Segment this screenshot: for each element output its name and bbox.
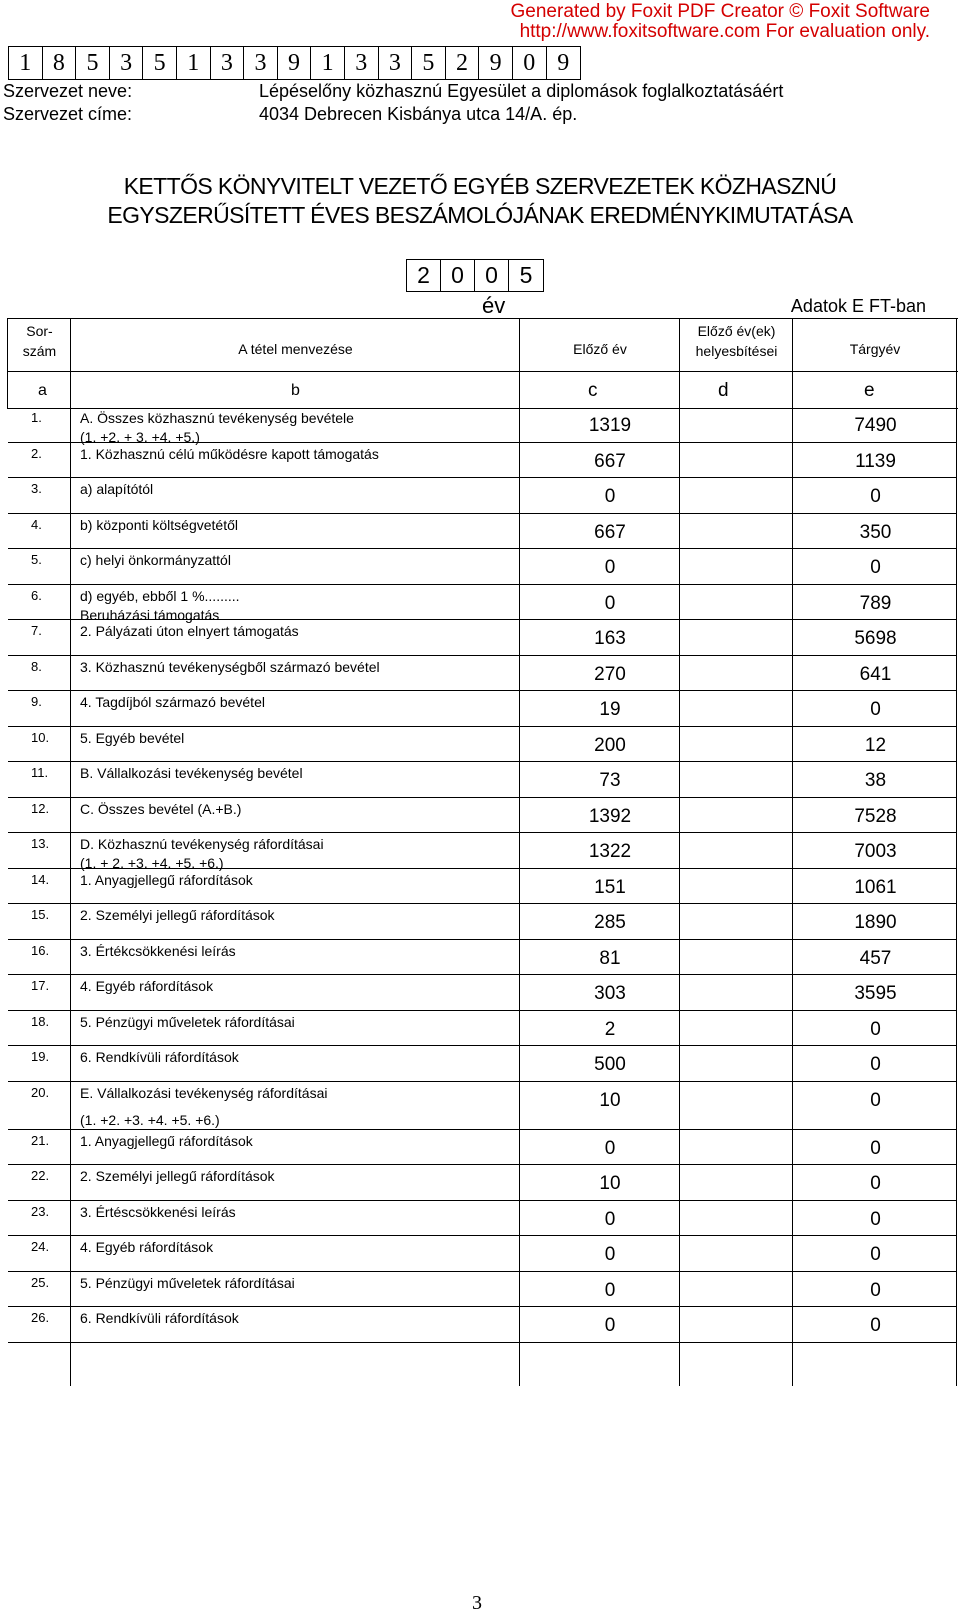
row-label: c) helyi önkormányzattól [80, 552, 231, 568]
row-number: 18. [31, 1013, 50, 1029]
row-number: 19. [31, 1049, 50, 1064]
header-helyesbites-line-2: helyesbítései [695, 343, 778, 359]
header-targyev: Tárgyév [849, 341, 901, 357]
prev-year-value: 1319 [588, 415, 632, 436]
row-label: 4. Egyéb ráfordítások [80, 1239, 214, 1255]
table-row [8, 1082, 957, 1130]
row-number: 14. [31, 871, 50, 887]
year-digit: 0 [441, 260, 475, 291]
tax-digit: 3 [211, 47, 245, 79]
current-year-value: 457 [859, 947, 892, 969]
row-label-continuation: Beruházási támogatás [80, 606, 220, 623]
tax-digit: 8 [43, 47, 77, 79]
row-number: 3. [31, 481, 42, 496]
row-label: 1. Anyagjellegű ráfordítások [80, 871, 253, 888]
table-row [8, 1307, 957, 1343]
table-row [8, 975, 957, 1011]
row-number: 17. [31, 978, 50, 993]
current-year-value: 0 [870, 1018, 881, 1040]
row-label: E. Vállalkozási tevékenység ráfordításai [80, 1084, 328, 1101]
tax-digit: 5 [143, 47, 177, 79]
current-year-value: 789 [859, 592, 892, 614]
tax-number-boxes [8, 46, 581, 80]
prev-year-value: 667 [594, 521, 626, 543]
row-label: 6. Rendkívüli ráfordítások [80, 1310, 239, 1326]
org-address-label: Szervezet címe: [3, 104, 133, 124]
current-year-value: 350 [859, 521, 892, 543]
row-number: 7. [31, 623, 42, 638]
table-row [8, 1272, 957, 1308]
row-label: 1. Anyagjellegű ráfordítások [80, 1132, 253, 1149]
prev-year-value: 0 [604, 486, 616, 507]
current-year-value: 0 [870, 1315, 881, 1336]
column-letter-b: b [291, 382, 300, 399]
year-digit: 2 [407, 260, 441, 291]
row-number: 11. [31, 765, 49, 780]
row-label: 3. Értékcsökkenési leírás [80, 942, 236, 959]
prev-year-value: 2 [604, 1018, 616, 1040]
table-row [8, 585, 957, 621]
row-label-continuation: (1. + 2. +3. +4. +5. +6.) [80, 855, 224, 871]
table-row [8, 656, 957, 692]
prev-year-value: 0 [604, 1279, 616, 1301]
row-number: 10. [31, 729, 50, 745]
row-label: 2. Személyi jellegű ráfordítások [80, 1168, 275, 1184]
current-year-value: 0 [870, 1244, 881, 1265]
current-year-value: 38 [864, 770, 887, 791]
row-label-continuation: (1. +2. +3. +4. +5. +6.) [80, 1111, 220, 1128]
table-row [8, 620, 957, 656]
prev-year-value: 73 [599, 770, 621, 791]
column-divider [519, 318, 520, 1386]
row-number: 25. [31, 1274, 50, 1290]
row-number: 15. [31, 907, 50, 922]
row-number: 8. [31, 658, 42, 674]
tax-digit: 1 [177, 47, 211, 79]
row-number: 24. [31, 1239, 50, 1254]
year-digit: 5 [519, 262, 533, 288]
column-letter-e: e [864, 380, 875, 401]
prev-year-value: 10 [599, 1089, 621, 1111]
row-label: 2. Pályázati úton elnyert támogatás [80, 623, 299, 639]
column-divider [679, 318, 680, 1386]
row-number: 16. [31, 942, 50, 958]
row-label: b) központi költségvetétől [80, 516, 238, 533]
row-number: 4. [31, 516, 42, 532]
row-label: A. Összes közhasznú tevékenység bevétele [80, 410, 354, 426]
table-row [8, 407, 957, 443]
tax-digit: 5 [412, 47, 446, 79]
header-row [8, 319, 958, 372]
prev-year-value: 285 [594, 912, 626, 933]
row-label: 2. Személyi jellegű ráfordítások [80, 907, 275, 923]
table-row [8, 478, 957, 514]
table-row [8, 940, 957, 976]
table-row [8, 833, 957, 869]
report-table-header [7, 318, 958, 409]
table-row [8, 1165, 957, 1201]
header-tetel: A tétel menvezése [238, 341, 353, 357]
tax-digit: 9 [278, 47, 312, 79]
header-helyesbites [680, 323, 793, 359]
row-number: 23. [31, 1203, 50, 1219]
table-row [8, 691, 957, 727]
current-year-value: 1061 [854, 876, 897, 898]
row-label: 4. Egyéb ráfordítások [80, 978, 214, 994]
current-year-value: 7490 [854, 415, 897, 436]
current-year-value: 0 [870, 1208, 881, 1230]
table-row [8, 1236, 957, 1272]
column-letter-d: d [718, 380, 729, 401]
current-year-value: 0 [870, 1054, 881, 1075]
row-label: 3. Közhasznú tevékenységből származó bevétel [80, 658, 380, 675]
org-name-value: Lépéselőny közhasznú Egyesület a diplomások foglalkoztatásáért [259, 81, 784, 101]
org-name-label: Szervezet neve: [3, 81, 133, 101]
column-letter-row [8, 372, 958, 409]
column-letter-c: c [588, 380, 598, 401]
row-number: 6. [31, 587, 42, 603]
row-label: 3. Értéscsökkenési leírás [80, 1203, 236, 1220]
row-number: 20. [31, 1084, 50, 1100]
tax-digit: 1 [311, 47, 345, 79]
prev-year-value: 500 [594, 1054, 626, 1075]
table-row [8, 727, 957, 763]
prev-year-value: 0 [604, 1137, 616, 1159]
current-year-value: 1139 [855, 450, 896, 472]
row-label: 6. Rendkívüli ráfordítások [80, 1049, 239, 1065]
prev-year-value: 151 [594, 876, 626, 898]
row-label: 5. Pénzügyi műveletek ráfordításai [80, 1274, 295, 1291]
tax-digit: 3 [244, 47, 278, 79]
prev-year-value: 0 [604, 557, 616, 578]
current-year-value: 3595 [854, 983, 897, 1004]
table-row [8, 1130, 957, 1166]
table-row [8, 869, 957, 905]
row-number: 21. [31, 1132, 50, 1148]
table-row [8, 762, 957, 798]
header-sorszam-line-2: szám [22, 343, 57, 359]
column-divider [792, 318, 793, 1386]
prev-year-value: 1322 [588, 841, 632, 862]
prev-year-value: 667 [594, 450, 626, 472]
tax-digit: 0 [513, 47, 547, 79]
prev-year-value: 0 [604, 1315, 616, 1336]
watermark-line-2: http://www.foxitsoftware.com For evaluation only. [519, 21, 930, 42]
current-year-value: 0 [870, 699, 881, 720]
current-year-value: 12 [864, 734, 887, 756]
row-label: 1. Közhasznú célú működésre kapott támogatás [80, 445, 379, 462]
table-row [8, 904, 957, 940]
row-number: 9. [31, 694, 42, 709]
column-letter-a: a [38, 382, 47, 399]
table-row [8, 1011, 957, 1047]
row-number: 2. [31, 445, 42, 461]
header-sorszam-line-1: Sor- [26, 323, 53, 339]
row-number: 12. [31, 800, 50, 816]
header-elozo-ev: Előző év [573, 341, 627, 357]
row-number: 13. [31, 836, 50, 851]
prev-year-value: 270 [594, 663, 626, 685]
prev-year-value: 0 [604, 1244, 616, 1265]
watermark-line-1: Generated by Foxit PDF Creator © Foxit Software [510, 1, 930, 22]
year-digit: 0 [475, 260, 509, 291]
prev-year-value: 163 [594, 628, 626, 649]
row-number: 26. [31, 1310, 50, 1325]
prev-year-value: 1392 [588, 805, 632, 827]
prev-year-value: 19 [599, 699, 621, 720]
row-label: D. Közhasznú tevékenység ráfordításai [80, 836, 324, 852]
tax-digit: 3 [110, 47, 144, 79]
tax-digit: 2 [446, 47, 480, 79]
prev-year-value: 303 [594, 983, 626, 1004]
tax-digit: 5 [76, 47, 110, 79]
current-year-value: 5698 [854, 628, 897, 649]
row-number: 22. [31, 1168, 50, 1183]
table-row [8, 443, 957, 479]
tax-digit: 9 [479, 47, 513, 79]
current-year-value: 0 [870, 1089, 881, 1111]
prev-year-value: 10 [599, 1173, 621, 1194]
page-title-line-1: KETTŐS KÖNYVITELT VEZETŐ EGYÉB SZERVEZETEK KÖZHASZNÚ [123, 173, 837, 199]
table-row [8, 798, 957, 834]
page-number: 3 [472, 1592, 482, 1614]
prev-year-value: 0 [604, 1208, 616, 1230]
table-row [8, 549, 957, 585]
current-year-value: 0 [870, 1173, 881, 1194]
row-label: 5. Pénzügyi műveletek ráfordításai [80, 1013, 295, 1030]
row-label: 5. Egyéb bevétel [80, 729, 185, 746]
table-row [8, 1201, 957, 1237]
prev-year-value: 0 [604, 592, 616, 614]
row-label-continuation: (1. +2. + 3. +4. +5.) [80, 429, 200, 445]
current-year-value: 641 [859, 663, 892, 685]
row-label: C. Összes bevétel (A.+B.) [80, 800, 242, 817]
prev-year-value: 200 [594, 734, 626, 756]
table-row [8, 514, 957, 550]
tax-digit: 3 [379, 47, 413, 79]
row-label: 4. Tagdíjból származó bevétel [80, 694, 265, 710]
header-sorszam [8, 323, 71, 359]
row-label: d) egyéb, ebből 1 %......... [80, 587, 240, 604]
tax-digit: 3 [345, 47, 379, 79]
column-divider [70, 318, 71, 1386]
unit-label: Adatok E FT-ban [790, 296, 926, 316]
table-right-border [956, 318, 957, 1386]
table-row [8, 1046, 957, 1082]
year-label: év [482, 293, 506, 318]
current-year-value: 0 [870, 1137, 881, 1159]
current-year-value: 0 [870, 486, 881, 507]
tax-digit: 9 [557, 50, 570, 76]
row-number: 1. [31, 410, 42, 425]
page-title-line-2: EGYSZERŰSÍTETT ÉVES BESZÁMOLÓJÁNAK EREDMÉNYKIMUTATÁSA [107, 202, 853, 228]
year-boxes [406, 259, 544, 292]
header-helyesbites-line-1: Előző év(ek) [697, 323, 776, 339]
row-label: a) alapítótól [80, 481, 154, 497]
current-year-value: 7528 [854, 805, 897, 827]
current-year-value: 0 [870, 1279, 881, 1301]
current-year-value: 0 [870, 557, 881, 578]
row-number: 5. [31, 552, 42, 567]
tax-digit: 1 [9, 47, 43, 79]
org-address-value: 4034 Debrecen Kisbánya utca 14/A. ép. [259, 104, 578, 124]
row-label: B. Vállalkozási tevékenység bevétel [80, 765, 303, 781]
prev-year-value: 81 [599, 947, 621, 969]
current-year-value: 1890 [854, 912, 897, 933]
current-year-value: 7003 [854, 841, 897, 862]
